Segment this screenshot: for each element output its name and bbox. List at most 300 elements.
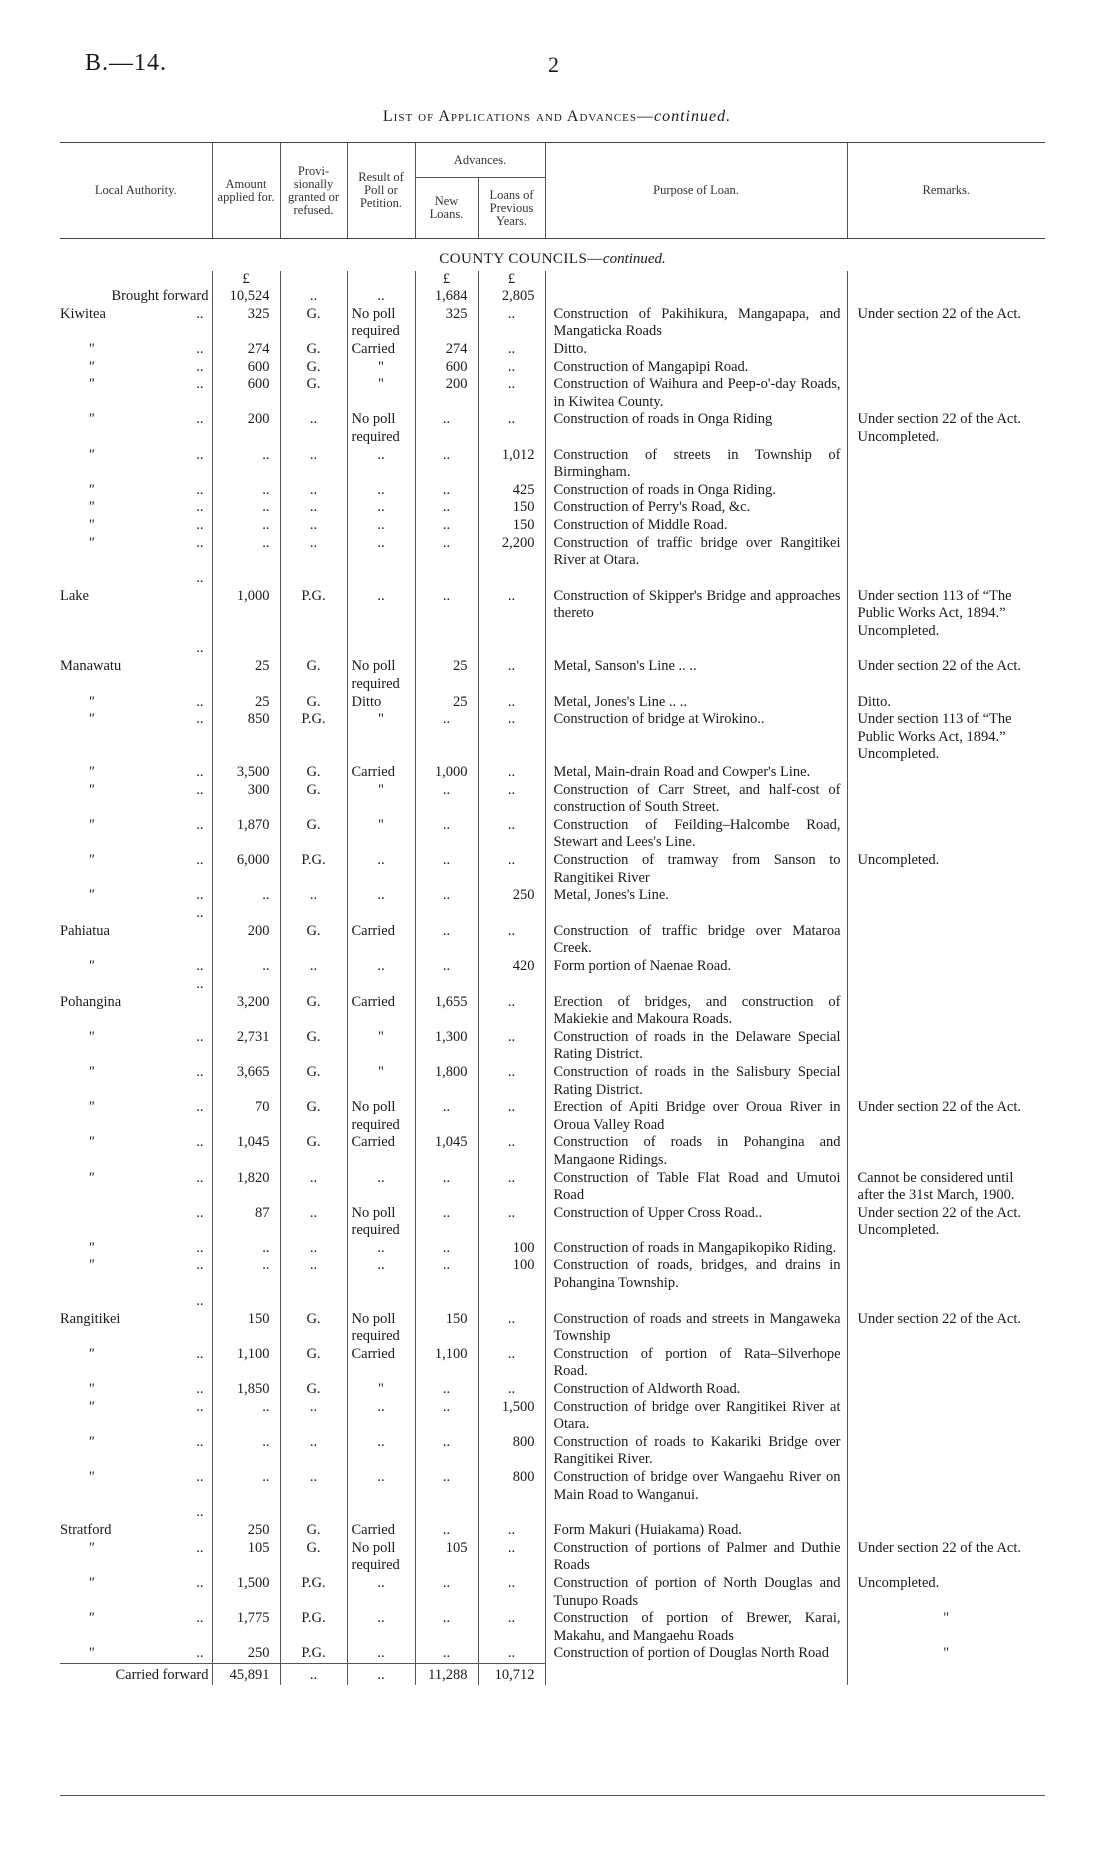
- cell-provisionally: ..: [280, 1170, 347, 1205]
- cell-amount-applied: 3,665: [212, 1064, 280, 1099]
- cell-local-authority: [60, 1575, 212, 1610]
- cell-local-authority: [60, 1610, 212, 1645]
- cell-local-authority: [60, 1434, 212, 1469]
- cell-result: ": [347, 782, 415, 817]
- ditto-mark: ": [88, 1099, 95, 1116]
- cell-purpose: Construction of portion of Brewer, Karai, Makahu, and Mangaehu Roads: [545, 1610, 847, 1645]
- cell-purpose: Metal, Main-drain Road and Cowper's Line.: [545, 764, 847, 782]
- leader-dots: ..: [196, 816, 204, 833]
- cell-loans-previous: ..: [478, 640, 545, 693]
- ditto-mark: ": [88, 411, 95, 428]
- cell-result: ": [347, 359, 415, 377]
- cell-remarks: [847, 1381, 1045, 1399]
- cell-new-loans: ..: [415, 782, 478, 817]
- cell-purpose: Construction of Skipper's Bridge and approaches thereto: [545, 570, 847, 641]
- cell-loans-previous: ..: [478, 852, 545, 887]
- cell-purpose: Construction of traffic bridge over Rangitikei River at Otara.: [545, 535, 847, 570]
- cell-provisionally: G.: [280, 1346, 347, 1381]
- cell-new-loans: ..: [415, 1610, 478, 1645]
- table-row: [60, 1257, 1045, 1292]
- table-row: [60, 411, 1045, 446]
- cell-result: ..: [347, 447, 415, 482]
- bottom-rule: [60, 1795, 1045, 1796]
- table-row: [60, 517, 1045, 535]
- table-row: [60, 1170, 1045, 1205]
- cell-amount-applied: 150: [212, 1293, 280, 1346]
- cell-result: ..: [347, 1257, 415, 1292]
- cell-new-loans: ..: [415, 1240, 478, 1258]
- cell-new-loans: ..: [415, 958, 478, 976]
- cell-result: ..: [347, 1240, 415, 1258]
- cell-amount-applied: 1,045: [212, 1134, 280, 1169]
- cell-new-loans: 1,655: [415, 976, 478, 1029]
- leader-dots: ..: [196, 1134, 204, 1151]
- cell-loans-previous: 2,200: [478, 535, 545, 570]
- cell-amount-applied: ..: [212, 1469, 280, 1504]
- cell-amount-applied: 87: [212, 1205, 280, 1240]
- leader-dots: ..: [196, 1645, 204, 1662]
- table-row: [60, 306, 1045, 341]
- cell-remarks: Under section 22 of the Act.: [847, 640, 1045, 693]
- ditto-mark: ": [88, 1381, 95, 1398]
- cell-loans-previous: ..: [478, 1064, 545, 1099]
- cell-remarks: [847, 782, 1045, 817]
- cell-loans-previous: ..: [478, 306, 545, 341]
- authority-name: Rangitikei: [60, 1310, 121, 1327]
- cell-new-loans: ..: [415, 1434, 478, 1469]
- cell-local-authority: [60, 1469, 212, 1504]
- cell-loans-previous: ..: [478, 1293, 545, 1346]
- cell-new-loans: 200: [415, 376, 478, 411]
- cell-provisionally: ..: [280, 535, 347, 570]
- cell-local-authority: [60, 341, 212, 359]
- cell-new-loans: ..: [415, 1469, 478, 1504]
- cell-new-loans: ..: [415, 852, 478, 887]
- col-result: Result of Poll or Petition.: [347, 143, 415, 239]
- authority-name: Lake: [60, 587, 89, 604]
- ditto-mark: ": [88, 1398, 95, 1415]
- cell-remarks: [847, 976, 1045, 1029]
- cell-remarks: [847, 1064, 1045, 1099]
- cell-local-authority: [60, 1064, 212, 1099]
- cell-provisionally: G.: [280, 1381, 347, 1399]
- cell-new-loans: ..: [415, 411, 478, 446]
- cell-local-authority: [60, 782, 212, 817]
- cell-amount-applied: 6,000: [212, 852, 280, 887]
- cell-purpose: Construction of roads, bridges, and drains in Pohangina Township.: [545, 1257, 847, 1292]
- cell-provisionally: G.: [280, 817, 347, 852]
- cell-provisionally: ..: [280, 499, 347, 517]
- cell-provisionally: P.G.: [280, 1645, 347, 1663]
- cell-remarks: Ditto.: [847, 694, 1045, 712]
- applications-table: [60, 142, 1045, 1685]
- cell-purpose: Construction of Table Flat Road and Umutoi Road: [545, 1170, 847, 1205]
- cell-remarks: [847, 1240, 1045, 1258]
- cell-new-loans: ..: [415, 1399, 478, 1434]
- cell-remarks: Under section 22 of the Act.: [847, 1099, 1045, 1134]
- cell-local-authority: [60, 852, 212, 887]
- cell-result: ..: [347, 535, 415, 570]
- leader-dots: ..: [196, 499, 204, 516]
- cell-remarks: [847, 887, 1045, 905]
- cell-remarks: Uncompleted.: [847, 1575, 1045, 1610]
- leader-dots: ..: [196, 1169, 204, 1186]
- table-row: [60, 1029, 1045, 1064]
- section-heading: [60, 239, 1045, 271]
- cell-provisionally: G.: [280, 640, 347, 693]
- cell-loans-previous: ..: [478, 1540, 545, 1575]
- cell-result: Carried: [347, 1134, 415, 1169]
- carried-forward-result: ..: [347, 1663, 415, 1684]
- table-row: [60, 535, 1045, 570]
- cell-purpose: Erection of Apiti Bridge over Oroua River in Oroua Valley Road: [545, 1099, 847, 1134]
- cell-loans-previous: 800: [478, 1434, 545, 1469]
- cell-provisionally: G.: [280, 1064, 347, 1099]
- leader-dots: ..: [196, 1574, 204, 1591]
- cell-new-loans: 1,000: [415, 764, 478, 782]
- cell-local-authority: [60, 447, 212, 482]
- ditto-mark: ": [88, 711, 95, 728]
- cell-remarks: [847, 376, 1045, 411]
- leader-dots: ..: [196, 305, 204, 322]
- cell-local-authority: [60, 1134, 212, 1169]
- cell-new-loans: ..: [415, 447, 478, 482]
- cell-purpose: Ditto.: [545, 341, 847, 359]
- brought-forward-row: [60, 288, 1045, 306]
- table-row: [60, 1575, 1045, 1610]
- leader-dots: ..: [196, 1469, 204, 1485]
- cell-loans-previous: ..: [478, 1205, 545, 1240]
- cell-local-authority: [60, 1293, 212, 1346]
- cell-provisionally: ..: [280, 411, 347, 446]
- cell-new-loans: 1,100: [415, 1346, 478, 1381]
- cell-amount-applied: 3,200: [212, 976, 280, 1029]
- leader-dots: ..: [196, 975, 204, 992]
- cell-amount-applied: 1,000: [212, 570, 280, 641]
- cell-new-loans: ..: [415, 517, 478, 535]
- cell-remarks: [847, 517, 1045, 535]
- cell-result: ..: [347, 852, 415, 887]
- cell-new-loans: ..: [415, 817, 478, 852]
- cell-purpose: Construction of bridge over Rangitikei River at Otara.: [545, 1399, 847, 1434]
- cell-local-authority: [60, 1399, 212, 1434]
- cell-new-loans: ..: [415, 1575, 478, 1610]
- col-provisionally: Provi- sionally granted or refused.: [280, 143, 347, 239]
- cell-provisionally: ..: [280, 482, 347, 500]
- cell-local-authority: [60, 1029, 212, 1064]
- cell-new-loans: 25: [415, 694, 478, 712]
- leader-dots: ..: [196, 534, 204, 551]
- currency-row: [60, 271, 1045, 289]
- cell-amount-applied: 1,100: [212, 1346, 280, 1381]
- table-row: [60, 764, 1045, 782]
- cell-loans-previous: ..: [478, 1099, 545, 1134]
- table-row: [60, 640, 1045, 693]
- authority-name: Stratford: [60, 1522, 112, 1539]
- cell-loans-previous: 1,012: [478, 447, 545, 482]
- cell-new-loans: 1,800: [415, 1064, 478, 1099]
- currency-previous: £: [478, 271, 545, 289]
- col-new-loans: New Loans.: [415, 178, 478, 239]
- leader-dots: ..: [196, 411, 204, 428]
- cell-result: Carried: [347, 764, 415, 782]
- cell-loans-previous: 800: [478, 1469, 545, 1504]
- cell-result: No poll required: [347, 640, 415, 693]
- cell-provisionally: ..: [280, 887, 347, 905]
- ditto-mark: ": [88, 1610, 95, 1627]
- cell-local-authority: [60, 887, 212, 905]
- leader-dots: ..: [196, 711, 204, 728]
- leader-dots: ..: [196, 852, 204, 868]
- brought-forward-new: 1,684: [415, 288, 478, 306]
- cell-new-loans: ..: [415, 1257, 478, 1292]
- ditto-mark: ": [88, 1433, 95, 1450]
- cell-purpose: Metal, Sanson's Line .. ..: [545, 640, 847, 693]
- cell-provisionally: ..: [280, 1257, 347, 1292]
- cell-remarks: Cannot be considered until after the 31st March, 1900.: [847, 1170, 1045, 1205]
- cell-result: ..: [347, 1170, 415, 1205]
- cell-purpose: Construction of Upper Cross Road..: [545, 1205, 847, 1240]
- section-heading-row: [60, 239, 1045, 271]
- cell-local-authority: [60, 764, 212, 782]
- cell-result: ..: [347, 1434, 415, 1469]
- cell-new-loans: ..: [415, 1645, 478, 1663]
- table-row: [60, 958, 1045, 976]
- cell-purpose: Construction of Mangapipi Road.: [545, 359, 847, 377]
- ditto-mark: ": [88, 516, 95, 533]
- cell-provisionally: G.: [280, 376, 347, 411]
- table-row: [60, 1064, 1045, 1099]
- brought-forward-provisional: ..: [280, 288, 347, 306]
- cell-provisionally: ..: [280, 958, 347, 976]
- table-body: [60, 239, 1045, 1685]
- table-row: [60, 1346, 1045, 1381]
- cell-new-loans: ..: [415, 887, 478, 905]
- leader-dots: ..: [196, 887, 204, 904]
- cell-loans-previous: ..: [478, 764, 545, 782]
- cell-remarks: Under section 113 of “The Public Works Act, 1894.” Uncompleted.: [847, 570, 1045, 641]
- cell-local-authority: [60, 306, 212, 341]
- cell-provisionally: ..: [280, 1399, 347, 1434]
- cell-loans-previous: 420: [478, 958, 545, 976]
- cell-remarks: [847, 1257, 1045, 1292]
- cell-new-loans: 274: [415, 341, 478, 359]
- cell-result: ": [347, 1029, 415, 1064]
- cell-result: ..: [347, 1469, 415, 1504]
- cell-purpose: Construction of tramway from Sanson to Rangitikei River: [545, 852, 847, 887]
- col-amount-applied: Amount applied for.: [212, 143, 280, 239]
- cell-amount-applied: 25: [212, 640, 280, 693]
- leader-dots: ..: [196, 1099, 204, 1116]
- cell-amount-applied: 25: [212, 694, 280, 712]
- cell-new-loans: ..: [415, 905, 478, 958]
- cell-local-authority: [60, 640, 212, 693]
- page-number: 2: [548, 52, 559, 77]
- cell-result: ..: [347, 1575, 415, 1610]
- cell-amount-applied: 300: [212, 782, 280, 817]
- cell-provisionally: G.: [280, 359, 347, 377]
- cell-amount-applied: 1,850: [212, 1381, 280, 1399]
- carried-forward-new: 11,288: [415, 1663, 478, 1684]
- cell-provisionally: P.G.: [280, 1575, 347, 1610]
- leader-dots: ..: [196, 1504, 204, 1521]
- cell-provisionally: G.: [280, 782, 347, 817]
- cell-loans-previous: ..: [478, 694, 545, 712]
- cell-remarks: Uncompleted.: [847, 852, 1045, 887]
- table-row: [60, 376, 1045, 411]
- cell-purpose: Construction of portion of North Douglas and Tunupo Roads: [545, 1575, 847, 1610]
- cell-local-authority: [60, 1099, 212, 1134]
- cell-new-loans: 325: [415, 306, 478, 341]
- cell-purpose: Construction of roads in Onga Riding.: [545, 482, 847, 500]
- cell-purpose: Metal, Jones's Line.: [545, 887, 847, 905]
- leader-dots: ..: [196, 1239, 204, 1256]
- ditto-mark: ": [88, 887, 95, 904]
- cell-result: No poll required: [347, 1099, 415, 1134]
- cell-new-loans: ..: [415, 535, 478, 570]
- authority-name: Pahiatua: [60, 922, 110, 939]
- cell-purpose: Construction of Aldworth Road.: [545, 1381, 847, 1399]
- cell-amount-applied: ..: [212, 958, 280, 976]
- cell-loans-previous: ..: [478, 1134, 545, 1169]
- cell-new-loans: ..: [415, 1205, 478, 1240]
- carried-forward-amount: 45,891: [212, 1663, 280, 1684]
- cell-loans-previous: ..: [478, 1610, 545, 1645]
- cell-local-authority: [60, 535, 212, 570]
- ditto-mark: ": [88, 534, 95, 551]
- cell-local-authority: [60, 1205, 212, 1240]
- table-row: [60, 1610, 1045, 1645]
- cell-local-authority: [60, 711, 212, 764]
- table-row: [60, 711, 1045, 764]
- cell-loans-previous: ..: [478, 1346, 545, 1381]
- cell-remarks: [847, 1434, 1045, 1469]
- ditto-mark: ": [88, 481, 95, 498]
- cell-amount-applied: 1,775: [212, 1610, 280, 1645]
- cell-purpose: Construction of traffic bridge over Mataroa Creek.: [545, 905, 847, 958]
- table-row: [60, 341, 1045, 359]
- currency-amount: £: [212, 271, 280, 289]
- cell-result: ": [347, 711, 415, 764]
- cell-new-loans: ..: [415, 499, 478, 517]
- cell-remarks: [847, 1399, 1045, 1434]
- cell-provisionally: G.: [280, 905, 347, 958]
- cell-purpose: Construction of roads in Pohangina and Mangaone Ridings.: [545, 1134, 847, 1169]
- cell-new-loans: 25: [415, 640, 478, 693]
- col-remarks: Remarks.: [847, 143, 1045, 239]
- cell-result: No poll required: [347, 306, 415, 341]
- cell-local-authority: [60, 694, 212, 712]
- cell-new-loans: ..: [415, 1504, 478, 1540]
- cell-local-authority: [60, 499, 212, 517]
- cell-new-loans: ..: [415, 482, 478, 500]
- cell-remarks: ": [847, 1610, 1045, 1645]
- cell-result: Ditto: [347, 694, 415, 712]
- leader-dots: ..: [196, 340, 204, 357]
- table-row: [60, 1240, 1045, 1258]
- table-row: [60, 976, 1045, 1029]
- carried-forward-row: [60, 1663, 1045, 1684]
- cell-loans-previous: 1,500: [478, 1399, 545, 1434]
- cell-amount-applied: 70: [212, 1099, 280, 1134]
- leader-dots: ..: [196, 1345, 204, 1362]
- cell-amount-applied: ..: [212, 499, 280, 517]
- cell-result: Carried: [347, 976, 415, 1029]
- ditto-mark: ": [88, 1134, 95, 1151]
- ditto-mark: ": [88, 816, 95, 833]
- document-reference: B.—14.: [85, 50, 168, 76]
- cell-loans-previous: ..: [478, 782, 545, 817]
- cell-purpose: Erection of bridges, and construction of Makiekie and Makoura Roads.: [545, 976, 847, 1029]
- cell-loans-previous: ..: [478, 711, 545, 764]
- ditto-mark: ": [88, 1645, 95, 1662]
- col-loans-previous: Loans of Previous Years.: [478, 178, 545, 239]
- table-header: [60, 143, 1045, 239]
- cell-remarks: [847, 905, 1045, 958]
- leader-dots: ..: [196, 446, 204, 463]
- cell-result: ": [347, 1064, 415, 1099]
- ditto-mark: ": [88, 852, 95, 868]
- col-local-authority: Local Authority.: [60, 143, 212, 239]
- cell-remarks: Under section 22 of the Act.: [847, 306, 1045, 341]
- cell-purpose: Construction of Feilding–Halcombe Road, Stewart and Lees's Line.: [545, 817, 847, 852]
- cell-purpose: Construction of streets in Township of Birmingham.: [545, 447, 847, 482]
- cell-remarks: Under section 113 of “The Public Works Act, 1894.” Uncompleted.: [847, 711, 1045, 764]
- table-row: [60, 1134, 1045, 1169]
- cell-purpose: Construction of Carr Street, and half-cost of construction of South Street.: [545, 782, 847, 817]
- table-row: [60, 782, 1045, 817]
- table-row: [60, 570, 1045, 641]
- cell-provisionally: P.G.: [280, 711, 347, 764]
- cell-result: ..: [347, 1610, 415, 1645]
- cell-result: ..: [347, 1645, 415, 1663]
- cell-remarks: [847, 1029, 1045, 1064]
- cell-purpose: Construction of Waihura and Peep-o'-day Roads, in Kiwitea County.: [545, 376, 847, 411]
- cell-result: No poll required: [347, 1540, 415, 1575]
- cell-purpose: Form portion of Naenae Road.: [545, 958, 847, 976]
- ditto-mark: ": [88, 1257, 95, 1274]
- leader-dots: ..: [196, 516, 204, 533]
- cell-loans-previous: 100: [478, 1240, 545, 1258]
- cell-result: Carried: [347, 341, 415, 359]
- table-row: [60, 1293, 1045, 1346]
- cell-loans-previous: 150: [478, 517, 545, 535]
- cell-result: No poll required: [347, 411, 415, 446]
- ditto-mark: ": [88, 693, 95, 710]
- leader-dots: ..: [196, 1381, 204, 1398]
- cell-loans-previous: ..: [478, 817, 545, 852]
- cell-local-authority: [60, 359, 212, 377]
- section-title: COUNTY COUNCILS—: [439, 251, 603, 267]
- page-title: [0, 108, 1114, 126]
- ditto-mark: ": [88, 358, 95, 375]
- table-row: [60, 499, 1045, 517]
- cell-loans-previous: ..: [478, 976, 545, 1029]
- cell-provisionally: G.: [280, 764, 347, 782]
- title-continued: continued.: [654, 108, 732, 125]
- authority-name: Pohangina: [60, 993, 122, 1010]
- cell-local-authority: [60, 976, 212, 1029]
- cell-new-loans: ..: [415, 1381, 478, 1399]
- leader-dots: ..: [196, 1539, 204, 1556]
- cell-amount-applied: 274: [212, 341, 280, 359]
- table-row: [60, 482, 1045, 500]
- cell-provisionally: G.: [280, 1134, 347, 1169]
- carried-forward-remarks: [847, 1663, 1045, 1684]
- cell-remarks: [847, 1469, 1045, 1504]
- cell-provisionally: G.: [280, 976, 347, 1029]
- cell-loans-previous: ..: [478, 341, 545, 359]
